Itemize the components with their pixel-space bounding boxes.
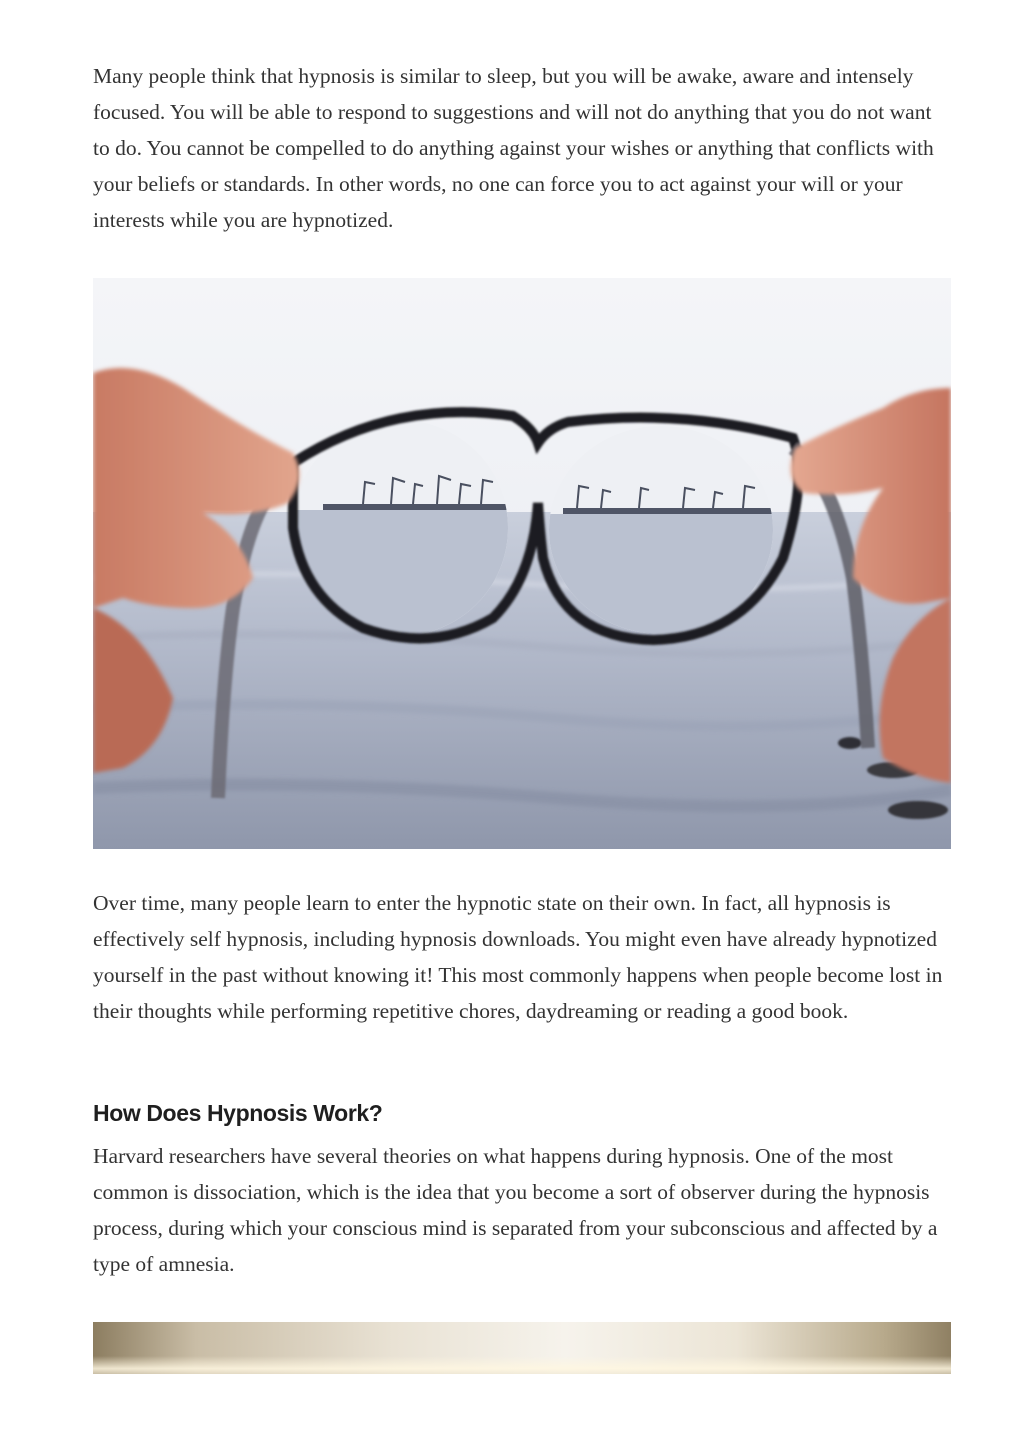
glasses-over-sea-illustration	[93, 278, 951, 849]
paragraph-self-hypnosis: Over time, many people learn to enter the hypnotic state on their own. In fact, all hypnosis is effectively self hypnosis, including hypnosis downloads. You might even have already hypnotized yourself in the past without knowing it! This most commonly happens when people become lost in their thoughts while performing repetitive chores, daydreaming or reading a good book.	[93, 891, 943, 1023]
glasses-photo	[93, 278, 951, 849]
section-heading: How Does Hypnosis Work?	[93, 1100, 383, 1126]
paragraph-intro: Many people think that hypnosis is similar to sleep, but you will be awake, aware and intensely focused. You will be able to respond to suggestions and will not do anything that you do not want to do. You cannot be compelled to do anything against your wishes or anything that conflicts with your beliefs or standards. In other words, no one can force you to act against your will or your interests while you are hypnotized.	[93, 64, 934, 232]
paragraph-harvard: Harvard researchers have several theories on what happens during hypnosis. One of the most common is dissociation, which is the idea that you become a sort of observer during the hypnosis process, during which your conscious mind is separated from your subconscious and affected by a type of amnesia.	[93, 1144, 938, 1276]
next-image-strip	[93, 1322, 951, 1374]
